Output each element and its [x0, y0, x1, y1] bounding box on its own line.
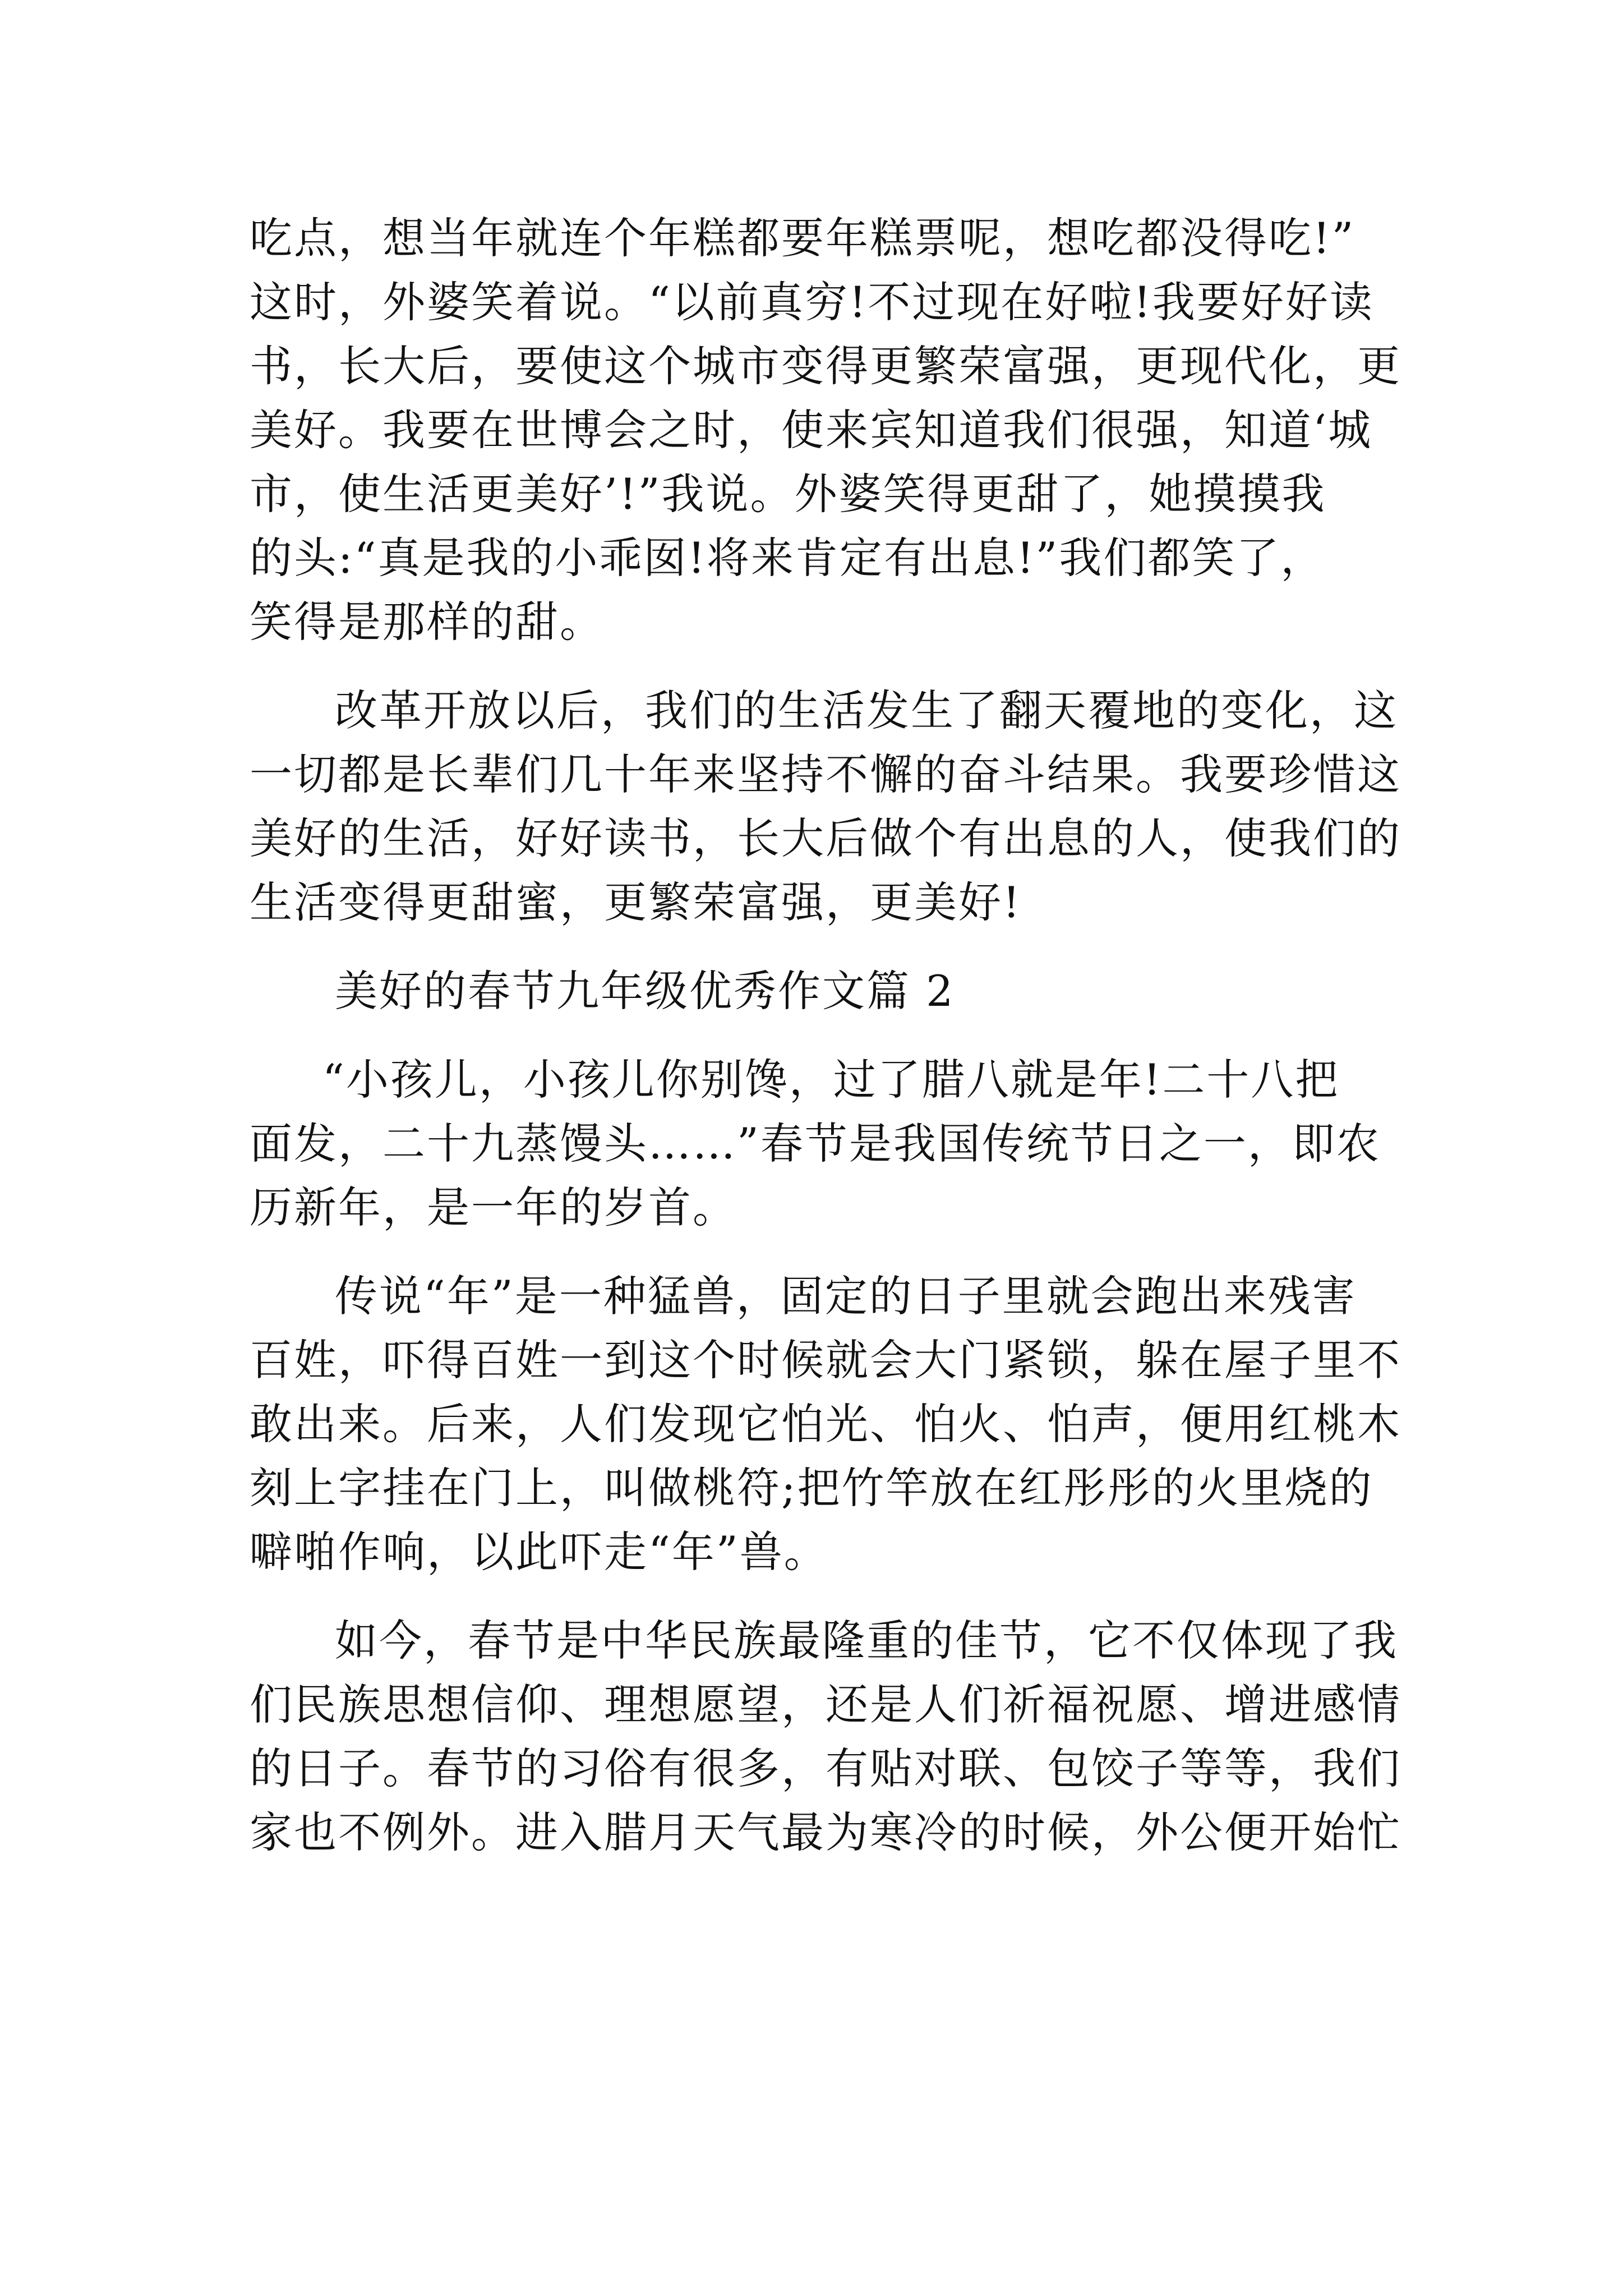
text-line: 书，长大后，要使这个城市变得更繁荣富强，更现代化，更	[250, 341, 1401, 391]
text-line: 生活变得更甜蜜，更繁荣富强，更美好!	[250, 877, 1022, 927]
text-line: 美好。我要在世博会之时，使来宾知道我们很强，知道‘城	[250, 405, 1373, 455]
text-line: 吃点，想当年就连个年糕都要年糕票呢，想吃都没得吃!”	[250, 213, 1355, 263]
text-line: 家也不例外。进入腊月天气最为寒冷的时候，外公便开始忙	[250, 1807, 1401, 1857]
text-line: 敢出来。后来，人们发现它怕光、怕火、怕声，便用红桃木	[250, 1399, 1401, 1449]
text-line: 面发，二十九蒸馒头……”春节是我国传统节日之一，即农	[250, 1119, 1381, 1168]
text-line: 历新年，是一年的岁首。	[250, 1182, 737, 1232]
text-line: 的日子。春节的习俗有很多，有贴对联、包饺子等等，我们	[250, 1743, 1401, 1793]
text-line: 噼啪作响，以此吓走“年”兽。	[250, 1527, 828, 1577]
text-line: 的头:“真是我的小乖囡!将来肯定有出息!”我们都笑了，	[250, 533, 1325, 583]
text-line: 刻上字挂在门上，叫做桃符;把竹竿放在红彤彤的火里烧的	[250, 1463, 1373, 1513]
text-line: 改革开放以后，我们的生活发生了翻天覆地的变化，这	[335, 685, 1398, 735]
paragraph	[250, 1609, 1401, 1865]
text-line: 一切都是长辈们几十年来坚持不懈的奋斗结果。我要珍惜这	[250, 749, 1401, 799]
text-line: 百姓，吓得百姓一到这个时候就会大门紧锁，躲在屋子里不	[250, 1335, 1401, 1385]
text-line: 传说“年”是一种猛兽，固定的日子里就会跑出来残害	[335, 1271, 1357, 1321]
section-title	[250, 959, 1377, 1023]
article-body	[250, 206, 1401, 1865]
paragraph	[250, 1264, 1401, 1584]
paragraph	[250, 206, 1401, 654]
text-line: 美好的春节九年级优秀作文篇 2	[335, 966, 955, 1016]
text-line: 这时，外婆笑着说。“以前真穷!不过现在好啦!我要好好读	[250, 277, 1374, 327]
text-line: 们民族思想信仰、理想愿望，还是人们祈福祝愿、增进感情	[250, 1680, 1401, 1729]
text-line: 美好的生活，好好读书，长大后做个有出息的人，使我们的	[250, 813, 1401, 863]
paragraph	[250, 679, 1401, 935]
paragraph	[250, 1048, 1381, 1240]
text-line: 如今，春节是中华民族最隆重的佳节，它不仅体现了我	[335, 1616, 1398, 1665]
text-line: 市，使生活更美好’!”我说。外婆笑得更甜了，她摸摸我	[250, 469, 1326, 519]
text-line: 笑得是那样的甜。	[250, 597, 604, 647]
text-line: “小孩儿，小孩儿你别馋，过了腊八就是年!二十八把	[322, 1055, 1340, 1105]
